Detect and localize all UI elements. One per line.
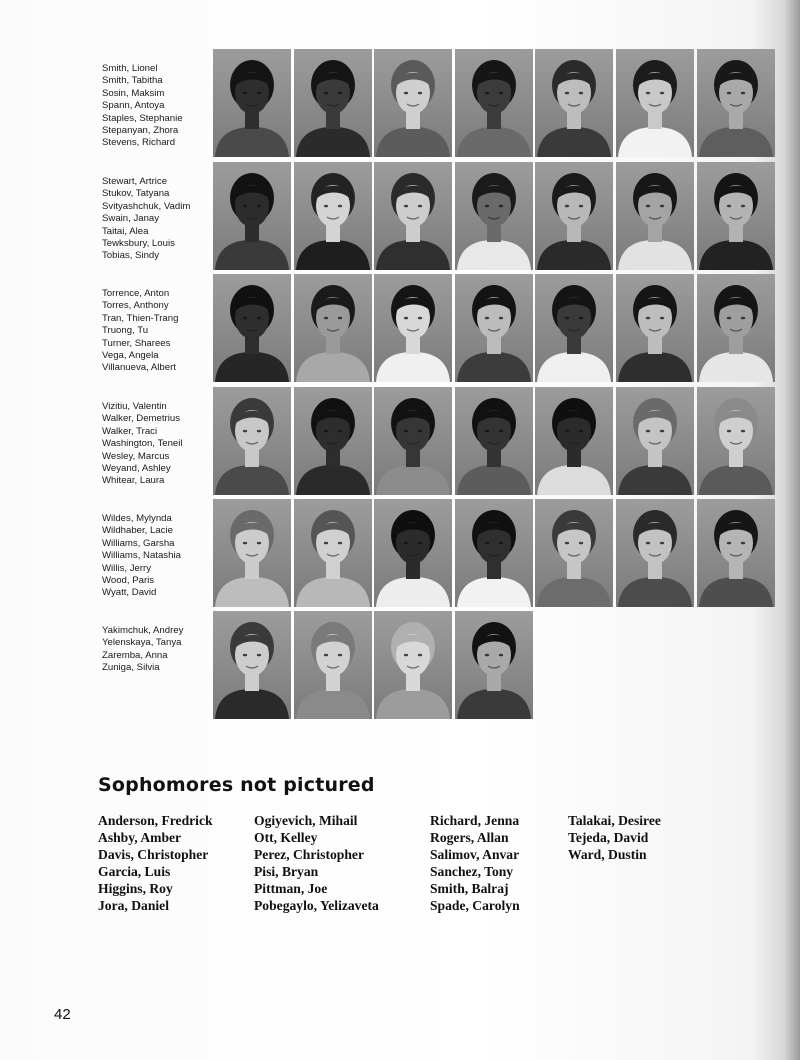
student-portrait: [294, 611, 372, 719]
student-portrait: [213, 499, 291, 607]
student-name: Yelenskaya, Tanya: [102, 637, 182, 649]
portrait-row: [0, 387, 780, 497]
student-portrait: [616, 387, 694, 495]
student-portrait: [535, 499, 613, 607]
portrait-figure: [294, 387, 372, 495]
portrait-figure: [697, 49, 775, 157]
portrait-figure: [535, 499, 613, 607]
portrait-figure: [616, 387, 694, 495]
not-pictured-name: Davis, Christopher: [98, 847, 209, 862]
student-portrait: [455, 274, 533, 382]
student-name: Yakimchuk, Andrey: [102, 625, 184, 636]
not-pictured-name: Garcia, Luis: [98, 864, 171, 879]
student-name: Torrence, Anton: [102, 288, 170, 299]
name-list: [102, 513, 210, 600]
student-name: Washington, Teneil: [102, 438, 183, 450]
not-pictured-name: Anderson, Fredrick: [98, 813, 213, 828]
portrait-figure: [213, 162, 291, 270]
name-list: [102, 176, 210, 263]
portrait-figure: [535, 49, 613, 157]
student-portrait: [616, 162, 694, 270]
portrait-figure: [213, 387, 291, 495]
portrait-figure: [455, 499, 533, 607]
portrait-figure: [455, 611, 533, 719]
student-name: Svityashchuk, Vadim: [102, 200, 191, 212]
student-name: Willis, Jerry: [102, 562, 152, 574]
student-name: Zaremba, Anna: [102, 649, 168, 661]
not-pictured-column: [430, 812, 520, 914]
student-portrait: [213, 611, 291, 719]
student-portrait: [455, 162, 533, 270]
student-portrait: [374, 499, 452, 607]
student-name: Whitear, Laura: [102, 475, 165, 487]
student-name: Williams, Garsha: [102, 537, 175, 549]
page-number: 42: [54, 1006, 71, 1023]
student-name: Swain, Janay: [102, 213, 160, 225]
portrait-figure: [455, 387, 533, 495]
not-pictured-name: Rogers, Allan: [430, 830, 509, 845]
not-pictured-column: [254, 812, 379, 914]
student-name: Torres, Anthony: [102, 300, 169, 312]
student-portrait: [535, 162, 613, 270]
portrait-figure: [213, 499, 291, 607]
student-name: Tobias, Sindy: [102, 250, 160, 262]
student-name: Vega, Angela: [102, 349, 159, 361]
student-name: Stevens, Richard: [102, 137, 176, 149]
portrait-figure: [616, 499, 694, 607]
not-pictured-name: Ott, Kelley: [254, 830, 318, 845]
portrait-figure: [535, 274, 613, 382]
portrait-figure: [616, 274, 694, 382]
not-pictured-name: Salimov, Anvar: [430, 847, 520, 862]
name-list: [102, 401, 210, 488]
student-name: Turner, Sharees: [102, 337, 171, 349]
portrait-row: [0, 274, 780, 384]
student-portrait: [697, 49, 775, 157]
portrait-figure: [294, 611, 372, 719]
portrait-figure: [455, 274, 533, 382]
portrait-figure: [697, 274, 775, 382]
student-portrait: [294, 499, 372, 607]
student-portrait: [374, 162, 452, 270]
not-pictured-name: Higgins, Roy: [98, 881, 173, 896]
portrait-figure: [697, 162, 775, 270]
student-portrait: [374, 49, 452, 157]
student-portrait: [294, 274, 372, 382]
name-list: [102, 288, 210, 375]
student-name: Tran, Thien-Trang: [102, 312, 179, 324]
student-portrait: [616, 499, 694, 607]
student-portrait: [294, 387, 372, 495]
portrait-figure: [213, 49, 291, 157]
portrait-figure: [213, 611, 291, 719]
student-portrait: [455, 499, 533, 607]
portrait-row: [0, 162, 780, 272]
portrait-figure: [294, 162, 372, 270]
student-name: Wood, Paris: [102, 574, 155, 586]
student-portrait: [213, 49, 291, 157]
student-name: Stepanyan, Zhora: [102, 124, 179, 136]
portrait-figure: [294, 499, 372, 607]
student-portrait: [455, 387, 533, 495]
portrait-figure: [374, 499, 452, 607]
student-name: Taitai, Alea: [102, 225, 149, 237]
portrait-figure: [374, 274, 452, 382]
portrait-row: [0, 611, 780, 721]
portrait-figure: [616, 49, 694, 157]
portrait-figure: [294, 49, 372, 157]
student-name: Weyand, Ashley: [102, 462, 171, 474]
portrait-figure: [213, 274, 291, 382]
student-name: Villanueva, Albert: [102, 362, 176, 374]
section-title: Sophomores not pictured: [98, 774, 375, 796]
student-name: Wildhaber, Lacie: [102, 525, 173, 537]
student-portrait: [535, 387, 613, 495]
student-portrait: [455, 49, 533, 157]
not-pictured-name: Pobegaylo, Yelizaveta: [254, 898, 379, 913]
student-portrait: [213, 162, 291, 270]
student-name: Staples, Stephanie: [102, 112, 183, 124]
not-pictured-name: Tejeda, David: [568, 830, 649, 845]
student-name: Walker, Traci: [102, 425, 158, 437]
portrait-figure: [294, 274, 372, 382]
student-name: Stukov, Tatyana: [102, 188, 170, 200]
student-portrait: [294, 49, 372, 157]
student-portrait: [697, 162, 775, 270]
not-pictured-name: Ward, Dustin: [568, 847, 647, 862]
portrait-figure: [374, 162, 452, 270]
student-portrait: [697, 274, 775, 382]
student-portrait: [535, 49, 613, 157]
student-name: Walker, Demetrius: [102, 413, 181, 425]
portrait-figure: [374, 49, 452, 157]
student-name: Zuniga, Silvia: [102, 662, 160, 674]
portrait-figure: [616, 162, 694, 270]
not-pictured-name: Ogiyevich, Mihail: [254, 813, 358, 828]
portrait-figure: [697, 499, 775, 607]
portrait-figure: [455, 162, 533, 270]
student-name: Wyatt, David: [102, 587, 157, 599]
portrait-figure: [455, 49, 533, 157]
portrait-figure: [374, 387, 452, 495]
portrait-figure: [374, 611, 452, 719]
portrait-row: [0, 499, 780, 609]
student-name: Vizitiu, Valentin: [102, 401, 167, 412]
student-name: Stewart, Artrice: [102, 176, 168, 187]
student-portrait: [697, 387, 775, 495]
student-name: Smith, Lionel: [102, 63, 158, 74]
name-list: [102, 63, 210, 150]
not-pictured-name: Smith, Balraj: [430, 881, 509, 896]
student-name: Smith, Tabitha: [102, 75, 163, 87]
student-name: Williams, Natashia: [102, 550, 181, 562]
portrait-figure: [535, 162, 613, 270]
not-pictured-column: [568, 812, 661, 863]
name-list: [102, 625, 210, 675]
student-portrait: [374, 274, 452, 382]
student-portrait: [616, 274, 694, 382]
student-name: Spann, Antoya: [102, 100, 165, 112]
student-portrait: [616, 49, 694, 157]
student-portrait: [455, 611, 533, 719]
student-portrait: [374, 611, 452, 719]
not-pictured-name: Sanchez, Tony: [430, 864, 514, 879]
not-pictured-name: Spade, Carolyn: [430, 898, 520, 913]
student-portrait: [213, 274, 291, 382]
not-pictured-column: [98, 812, 213, 914]
not-pictured-name: Pittman, Joe: [254, 881, 328, 896]
not-pictured-name: Richard, Jenna: [430, 813, 520, 828]
student-portrait: [535, 274, 613, 382]
student-portrait: [294, 162, 372, 270]
student-name: Wildes, Mylynda: [102, 513, 172, 524]
not-pictured-name: Pisi, Bryan: [254, 864, 319, 879]
portrait-row: [0, 49, 780, 159]
portrait-figure: [535, 387, 613, 495]
portrait-figure: [697, 387, 775, 495]
not-pictured-name: Ashby, Amber: [98, 830, 182, 845]
not-pictured-name: Talakai, Desiree: [568, 813, 661, 828]
student-portrait: [374, 387, 452, 495]
not-pictured-name: Perez, Christopher: [254, 847, 364, 862]
not-pictured-name: Jora, Daniel: [98, 898, 169, 913]
student-portrait: [213, 387, 291, 495]
student-name: Truong, Tu: [102, 325, 149, 337]
student-name: Wesley, Marcus: [102, 450, 170, 462]
student-portrait: [697, 499, 775, 607]
student-name: Tewksbury, Louis: [102, 237, 175, 249]
student-name: Sosin, Maksim: [102, 87, 165, 99]
